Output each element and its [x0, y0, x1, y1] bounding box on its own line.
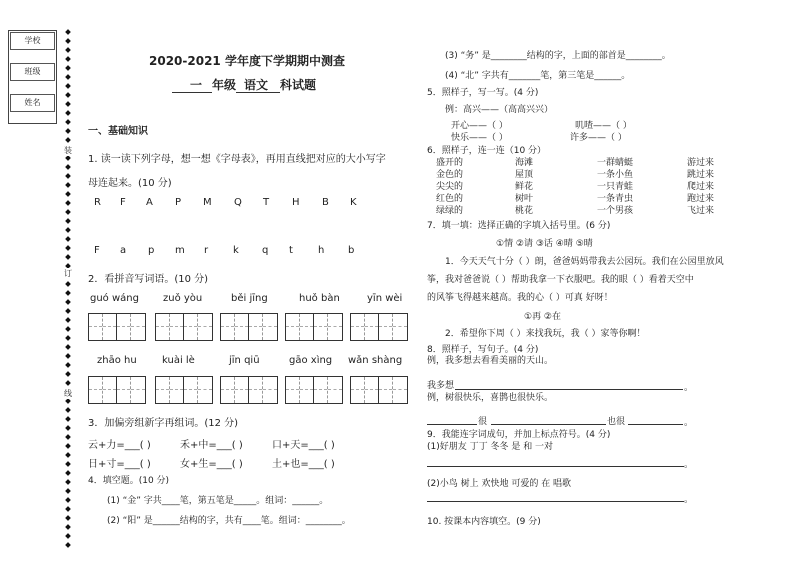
letter[interactable]: p: [148, 245, 155, 256]
letter[interactable]: m: [175, 245, 185, 256]
binding-diamond: [65, 200, 71, 206]
binding-diamond: [65, 317, 71, 323]
match-item[interactable]: 跳过来: [687, 170, 715, 180]
question-2: 2．看拼音写词语。(10 分): [88, 274, 209, 285]
period-mark: 。: [684, 418, 694, 428]
writing-grid[interactable]: [88, 313, 146, 341]
question-5: 5．照样子，写一写。(4 分): [427, 88, 539, 98]
question-7-options-2: ①再 ②在: [524, 312, 561, 322]
question-8-answer-b2: 也很: [607, 417, 626, 427]
binding-diamond: [65, 254, 71, 260]
binding-diamond: [65, 407, 71, 413]
binding-diamond: [65, 182, 71, 188]
section-basic-knowledge: 一、基础知识: [88, 126, 148, 137]
binding-diamond: [65, 236, 71, 242]
binding-diamond: [65, 245, 71, 251]
letter[interactable]: R: [94, 197, 101, 208]
binding-char-xian: 线: [64, 389, 72, 398]
binding-diamond: [65, 425, 71, 431]
binding-diamond: [65, 434, 71, 440]
answer-line[interactable]: [427, 424, 477, 425]
question-8-example-1: 例，我多想去看看美丽的天山。: [427, 356, 554, 366]
binding-diamond: [65, 416, 71, 422]
pinyin-label: zhāo hu: [97, 355, 137, 366]
question-10: 10. 按课本内容填空。(9 分): [427, 517, 541, 527]
match-item[interactable]: 跑过来: [687, 194, 715, 204]
question-7-para-3: 的风筝飞得越来越高。我的心（ ）可真 好呀！: [427, 293, 613, 303]
school-field[interactable]: 学校: [10, 32, 55, 50]
letter[interactable]: k: [233, 245, 239, 256]
question-4: 4．填空题。(10 分): [88, 476, 170, 486]
match-item[interactable]: 飞过来: [687, 206, 715, 216]
question-4-3: (3) “务” 是________结构的字，上面的部首是________。: [445, 51, 671, 61]
letter[interactable]: b: [348, 245, 355, 256]
binding-diamond: [65, 119, 71, 125]
question-1: 1. 读一读下列字母，想一想《字母表》，再用直线把对应的大小写字: [88, 154, 386, 165]
binding-diamond: [65, 506, 71, 512]
question-3: 3．加偏旁组新字再组词。(12 分): [88, 418, 239, 429]
writing-grid[interactable]: [220, 313, 278, 341]
binding-diamond: [65, 74, 71, 80]
match-item[interactable]: 尖尖的: [436, 182, 464, 192]
binding-diamond: [65, 128, 71, 134]
name-field[interactable]: 姓名: [10, 94, 55, 112]
match-item[interactable]: 屋顶: [515, 170, 534, 180]
period-mark: 。: [684, 495, 694, 505]
binding-diamond: [65, 137, 71, 143]
binding-diamond: [65, 353, 71, 359]
pinyin-label: kuài lè: [162, 355, 195, 366]
reduplication-item[interactable]: 开心——（ ）: [451, 121, 508, 131]
binding-diamond: [65, 29, 71, 35]
question-4-1: (1) “金” 字共____笔，第五笔是_____。组词：______。: [107, 496, 329, 506]
letter[interactable]: q: [262, 245, 269, 256]
letter[interactable]: P: [175, 197, 182, 208]
letter[interactable]: r: [204, 245, 209, 256]
binding-diamond: [65, 344, 71, 350]
question-5-example: 例：高兴——（高高兴兴）: [445, 105, 554, 115]
letter[interactable]: F: [94, 245, 100, 256]
period-mark: 。: [684, 460, 694, 470]
binding-diamond: [65, 443, 71, 449]
pinyin-label: wǎn shàng: [348, 355, 403, 366]
reduplication-item[interactable]: 许多——（ ）: [570, 133, 627, 143]
match-item[interactable]: 一个男孩: [597, 206, 634, 216]
question-9-2: (2)小鸟 树上 欢快地 可爱的 在 唱歌: [427, 479, 572, 489]
letter[interactable]: t: [289, 245, 293, 256]
letter[interactable]: H: [292, 197, 300, 208]
letter[interactable]: K: [350, 197, 357, 208]
binding-diamond: [65, 542, 71, 548]
question-9-1: (1)好朋友 丁丁 冬冬 是 和 一对: [427, 442, 554, 452]
writing-grid[interactable]: [88, 376, 146, 404]
match-item[interactable]: 一只青蛙: [597, 182, 634, 192]
match-item[interactable]: 桃花: [515, 206, 534, 216]
answer-line[interactable]: [628, 424, 683, 425]
binding-diamond: [65, 461, 71, 467]
writing-grid[interactable]: [350, 376, 408, 404]
pinyin-label: zuǒ yòu: [163, 293, 203, 304]
binding-diamond: [65, 335, 71, 341]
binding-diamond: [65, 515, 71, 521]
match-item[interactable]: 树叶: [515, 194, 534, 204]
match-item[interactable]: 海滩: [515, 158, 534, 168]
exam-title: 2020-2021 学年度下学期期中测查: [149, 54, 345, 68]
match-item[interactable]: 鲜花: [515, 182, 534, 192]
pinyin-label: gāo xìng: [289, 355, 333, 366]
question-7-para-2: 筝，我对爸爸说（ ）帮助我拿一下衣服吧。我的眼（ ）看着天空中: [427, 275, 694, 285]
question-4-2: (2) “阳” 是______结构的字，共有____笔。组词：________。: [107, 516, 351, 526]
match-item[interactable]: 绿绿的: [436, 206, 464, 216]
binding-diamond: [65, 290, 71, 296]
question-7-options: ①情 ②请 ③话 ④晴 ⑤晴: [496, 239, 593, 249]
writing-grid[interactable]: [285, 376, 343, 404]
info-panel-border: [8, 30, 57, 124]
binding-diamond: [65, 47, 71, 53]
match-item[interactable]: 一条青虫: [597, 194, 634, 204]
binding-diamond: [65, 371, 71, 377]
match-item[interactable]: 金色的: [436, 170, 464, 180]
binding-diamond: [65, 65, 71, 71]
writing-grid[interactable]: [155, 313, 213, 341]
binding-diamond: [65, 83, 71, 89]
radical-item[interactable]: 口+天=___( ): [272, 440, 335, 451]
binding-diamond: [65, 101, 71, 107]
writing-grid[interactable]: [285, 313, 343, 341]
binding-char-ding: 订: [64, 269, 72, 278]
subject-label: 语文: [244, 78, 269, 92]
binding-diamond: [65, 92, 71, 98]
reduplication-item[interactable]: 快乐——（ ）: [451, 133, 508, 143]
binding-diamond: [65, 470, 71, 476]
period-mark: 。: [684, 383, 694, 393]
letter[interactable]: F: [120, 197, 126, 208]
letter[interactable]: Q: [234, 197, 242, 208]
binding-diamond: [65, 380, 71, 386]
answer-line[interactable]: [427, 501, 684, 502]
question-8-example-2: 例，树很快乐，喜鹊也很快乐。: [427, 393, 554, 403]
question-8-answer-a: 我多想: [427, 381, 455, 391]
question-8-answer-b1: 很: [478, 417, 488, 427]
match-item[interactable]: 一群蜻蜓: [597, 158, 634, 168]
binding-diamond: [65, 533, 71, 539]
binding-diamond: [65, 299, 71, 305]
writing-grid[interactable]: [220, 376, 278, 404]
letter[interactable]: M: [203, 197, 212, 208]
binding-diamond: [65, 110, 71, 116]
match-item[interactable]: 红色的: [436, 194, 464, 204]
binding-diamond: [65, 281, 71, 287]
binding-diamond: [65, 362, 71, 368]
question-4-4: (4) “北” 字共有_______笔，第三笔是______。: [445, 71, 631, 81]
answer-line[interactable]: [491, 424, 606, 425]
match-item[interactable]: 一条小鱼: [597, 170, 634, 180]
binding-diamond: [65, 218, 71, 224]
question-9: 9．我能连字词成句，并加上标点符号。(4 分): [427, 430, 611, 440]
paper-label: 科试题: [280, 78, 317, 92]
letter[interactable]: B: [322, 197, 329, 208]
binding-diamond: [65, 326, 71, 332]
binding-diamond: [65, 209, 71, 215]
binding-diamond: [65, 308, 71, 314]
letter[interactable]: A: [146, 197, 153, 208]
binding-diamond: [65, 164, 71, 170]
binding-diamond: [65, 191, 71, 197]
radical-item[interactable]: 女+生=___( ): [180, 459, 243, 470]
pinyin-label: jīn qiū: [229, 355, 260, 366]
reduplication-item[interactable]: 叽喳——（ ）: [575, 121, 632, 131]
binding-diamond: [65, 452, 71, 458]
exam-subtitle: [172, 76, 316, 93]
letter[interactable]: a: [120, 245, 127, 256]
binding-diamond: [65, 155, 71, 161]
binding-diamond: [65, 173, 71, 179]
writing-grid[interactable]: [155, 376, 213, 404]
binding-diamond: [65, 38, 71, 44]
binding-diamond: [65, 227, 71, 233]
binding-diamond: [65, 398, 71, 404]
binding-diamond: [65, 488, 71, 494]
pinyin-label: yīn wèi: [367, 293, 403, 304]
binding-char-zhuang: 装: [64, 146, 72, 155]
binding-diamond: [65, 479, 71, 485]
question-8: 8．照样子，写句子。(4 分): [427, 345, 539, 355]
pinyin-label: guó wáng: [90, 293, 139, 304]
question-7: 7．填一填：选择正确的字填入括号里。(6 分): [427, 221, 611, 231]
question-1-cont: 母连起来。(10 分): [88, 178, 172, 189]
radical-item[interactable]: 土+也=___( ): [272, 459, 335, 470]
match-item[interactable]: 游过来: [687, 158, 715, 168]
question-7-para-1: 1．今天天气十分（ ）朗，爸爸妈妈带我去公园玩。我们在公园里放风: [445, 257, 724, 267]
grade-label: 年级: [212, 78, 237, 92]
grade-digit: 一: [190, 78, 203, 92]
pinyin-label: běi jīng: [231, 293, 268, 304]
binding-diamond: [65, 56, 71, 62]
binding-diamond: [65, 524, 71, 530]
radical-item[interactable]: 云+力=___( ): [88, 440, 151, 451]
match-item[interactable]: 爬过来: [687, 182, 715, 192]
radical-item[interactable]: 禾+中=___( ): [180, 440, 243, 451]
class-field[interactable]: 班级: [10, 63, 55, 81]
radical-item[interactable]: 日+寸=___( ): [88, 459, 151, 470]
letter[interactable]: h: [318, 245, 325, 256]
binding-diamond: [65, 497, 71, 503]
answer-line[interactable]: [427, 466, 684, 467]
writing-grid[interactable]: [350, 313, 408, 341]
match-item[interactable]: 盛开的: [436, 158, 464, 168]
pinyin-label: huǒ bàn: [299, 293, 340, 304]
letter[interactable]: T: [263, 197, 270, 208]
question-6: 6．照样子，连一连（10 分）: [427, 146, 547, 156]
question-7-2: 2．希望你下周（ ）来找我玩，我（ ）家等你啊！: [445, 329, 646, 339]
